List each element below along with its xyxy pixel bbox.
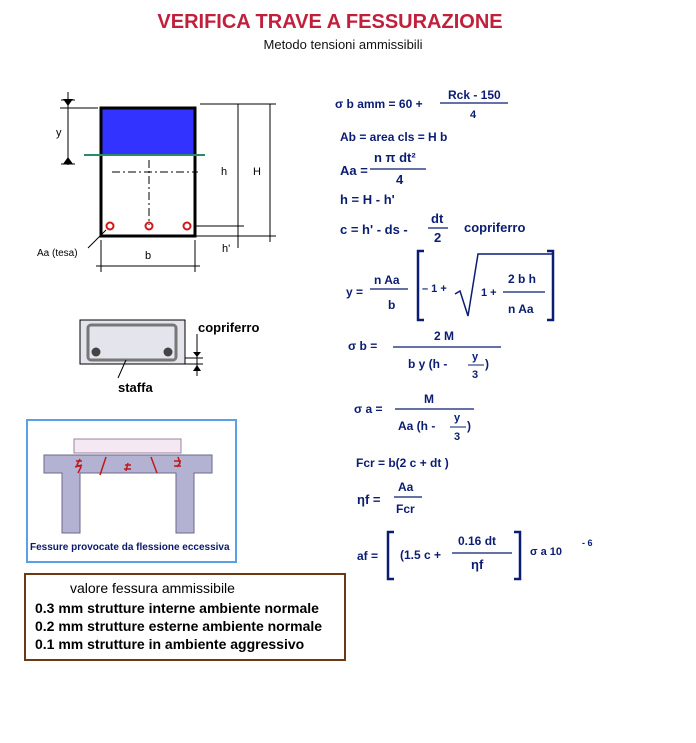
formula-y: y = [346,285,364,299]
label-hprime: h' [222,243,231,255]
limit-row: 0.1 mm strutture in ambiente aggressivo [35,636,305,652]
formula-af: af = [357,549,379,563]
formula-term: 1 + [481,287,497,299]
fraction-numerator: y [472,351,479,363]
fraction-numerator: n π dt² [374,150,416,165]
page-title: VERIFICA TRAVE A FESSURAZIONE [157,11,503,33]
fraction-denominator: b [388,298,396,312]
formula-exponent: - 6 [582,538,593,548]
limit-row: 0.2 mm strutture esterne ambiente normale [35,618,323,634]
formula-aa: Aa = [340,163,368,178]
label-b: b [145,250,152,262]
fraction-numerator: Aa [398,480,414,494]
formula-c-label: copriferro [464,220,526,235]
fraction-denominator: ) [467,419,471,433]
page-subtitle: Metodo tensioni ammissibili [263,37,423,52]
sqrt-sign [455,254,552,316]
formula-eta-f: ηf = [357,492,381,507]
formula-sigma-b: σ b = [348,339,378,353]
fraction-denominator: Aa (h - [398,419,436,433]
fraction-denominator: 3 [472,369,479,381]
limit-row: 0.3 mm strutture interne ambiente normale [35,600,319,616]
fraction-denominator: 3 [454,431,461,443]
crack-width-limits [24,573,346,661]
fraction-denominator: 4 [396,172,404,187]
formula-sigma-b-amm: σ b amm = 60 + [335,97,423,111]
label-h: h [221,166,228,178]
photo-caption: Fessure provocate da flessione eccessiva [30,542,230,553]
fraction-denominator: n Aa [508,302,534,316]
formula-h: h = H - h' [340,192,395,207]
formula-fcr: Fcr = b(2 c + dt ) [356,456,449,470]
fraction-denominator: 4 [470,109,477,121]
fraction-numerator: dt [431,211,444,226]
fraction-numerator: M [424,392,434,406]
label-y: y [56,127,62,139]
label-Aa: Aa (tesa) [37,248,78,259]
fraction-numerator: 2 M [434,329,455,343]
label-H: H [253,166,261,178]
fraction-denominator: ) [485,357,489,371]
formula-term: (1.5 c + [400,548,442,562]
fraction-denominator: 2 [434,230,442,245]
fraction-numerator: Rck - 150 [448,88,501,102]
formula-term: σ a 10 [530,546,562,558]
label-staffa: staffa [118,380,153,395]
fraction-denominator: Fcr [396,502,415,516]
label-copriferro: copriferro [198,320,260,335]
fraction-denominator: b y (h - [408,357,448,371]
formula-sigma-a: σ a = [354,402,383,416]
fraction-numerator: 0.16 dt [458,534,497,548]
fraction-numerator: 2 b h [508,272,537,286]
fraction-numerator: n Aa [374,273,400,287]
formula-term: – 1 + [422,283,447,295]
formula-c: c = h' - ds - [340,222,408,237]
fraction-numerator: y [454,412,461,424]
formula-ab: Ab = area cls = H b [340,130,448,144]
limits-header: valore fessura ammissibile [70,580,235,596]
fraction-denominator: ηf [471,557,484,572]
